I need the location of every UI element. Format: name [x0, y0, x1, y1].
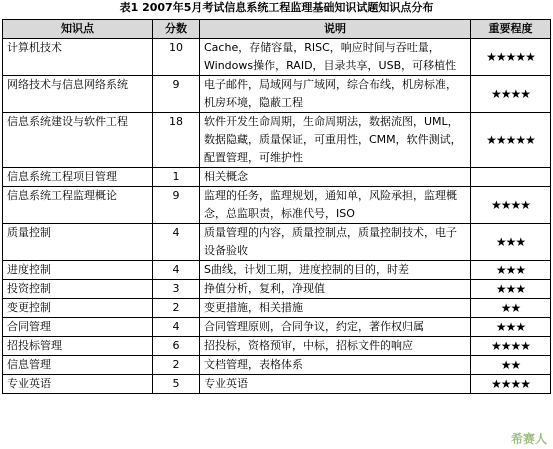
- topic-cell: 质量控制: [3, 224, 153, 261]
- topic-cell: 信息管理: [3, 356, 153, 375]
- topic-cell: 信息系统工程项目管理: [3, 168, 153, 187]
- description-cell: 招投标，资格预审，中标，招标文件的响应: [200, 337, 471, 356]
- topic-cell: 招投标管理: [3, 337, 153, 356]
- description-cell: 文档管理，表格体系: [200, 356, 471, 375]
- table-row: [3, 39, 551, 76]
- table-row: [3, 168, 551, 187]
- importance-stars: ★★: [471, 299, 551, 318]
- score-cell: 10: [153, 39, 200, 76]
- score-cell: 4: [153, 318, 200, 337]
- importance-stars: ★★★★: [471, 76, 551, 113]
- description-cell: 专业英语: [200, 375, 471, 394]
- table-row: [3, 318, 551, 337]
- importance-stars: ★★: [471, 356, 551, 375]
- importance-stars: [471, 168, 551, 187]
- score-cell: 6: [153, 337, 200, 356]
- score-cell: 3: [153, 280, 200, 299]
- header-score: 分数: [153, 20, 200, 39]
- table-title: 表1 2007年5月考试信息系统工程监理基础知识试题知识点分布: [119, 1, 434, 14]
- table-row: [3, 187, 551, 224]
- table-row: [3, 356, 551, 375]
- topic-cell: 信息系统工程监理概论: [3, 187, 153, 224]
- table-row: [3, 280, 551, 299]
- importance-stars: ★★★: [471, 261, 551, 280]
- header-topic: 知识点: [3, 20, 153, 39]
- description-cell: S曲线，计划工期，进度控制的目的，时差: [200, 261, 471, 280]
- score-cell: 9: [153, 187, 200, 224]
- importance-stars: ★★★★: [471, 187, 551, 224]
- topic-cell: 变更控制: [3, 299, 153, 318]
- importance-stars: ★★★★★: [471, 39, 551, 76]
- description-cell: 软件开发生命周期，生命周期法，数据流图，UML，数据隐藏，质量保证，可重用性，CMM，软件测试，配置管理，可维护性: [200, 113, 471, 168]
- importance-stars: ★★★: [471, 224, 551, 261]
- importance-stars: ★★★: [471, 318, 551, 337]
- score-cell: 4: [153, 261, 200, 280]
- description-cell: 质量管理的内容，质量控制点，质量控制技术，电子设备验收: [200, 224, 471, 261]
- watermark-logo: 希赛人: [510, 432, 547, 446]
- topic-cell: 专业英语: [3, 375, 153, 394]
- score-cell: 2: [153, 356, 200, 375]
- topic-cell: 计算机技术: [3, 39, 153, 76]
- importance-stars: ★★★★★: [471, 113, 551, 168]
- description-cell: 挣值分析，复利，净现值: [200, 280, 471, 299]
- table-header-row: [3, 20, 551, 39]
- importance-stars: ★★★★: [471, 337, 551, 356]
- score-cell: 4: [153, 224, 200, 261]
- table-row: [3, 261, 551, 280]
- table-row: [3, 337, 551, 356]
- table-row: [3, 375, 551, 394]
- description-cell: 电子邮件，局域网与广域网，综合布线，机房标准，机房环境，隐蔽工程: [200, 76, 471, 113]
- table-row: [3, 224, 551, 261]
- topic-cell: 信息系统建设与软件工程: [3, 113, 153, 168]
- score-cell: 9: [153, 76, 200, 113]
- description-cell: 合同管理原则，合同争议，约定，著作权归属: [200, 318, 471, 337]
- topic-cell: 合同管理: [3, 318, 153, 337]
- importance-stars: ★★★: [471, 280, 551, 299]
- description-cell: 相关概念: [200, 168, 471, 187]
- header-description: 说明: [200, 20, 471, 39]
- description-cell: Cache，存储容量，RISC，响应时间与吞吐量，Windows操作，RAID，目录共享，USB，可移植性: [200, 39, 471, 76]
- score-cell: 18: [153, 113, 200, 168]
- description-cell: 监理的任务，监理规划，通知单，风险承担，监理概念，总监职责，标准代号，ISO: [200, 187, 471, 224]
- knowledge-distribution-table: [2, 19, 551, 394]
- description-cell: 变更措施，相关措施: [200, 299, 471, 318]
- score-cell: 2: [153, 299, 200, 318]
- score-cell: 5: [153, 375, 200, 394]
- topic-cell: 投资控制: [3, 280, 153, 299]
- topic-cell: 网络技术与信息网络系统: [3, 76, 153, 113]
- score-cell: 1: [153, 168, 200, 187]
- table-row: [3, 299, 551, 318]
- table-row: [3, 113, 551, 168]
- header-importance: 重要程度: [471, 20, 551, 39]
- topic-cell: 进度控制: [3, 261, 153, 280]
- table-row: [3, 76, 551, 113]
- importance-stars: ★★★★: [471, 375, 551, 394]
